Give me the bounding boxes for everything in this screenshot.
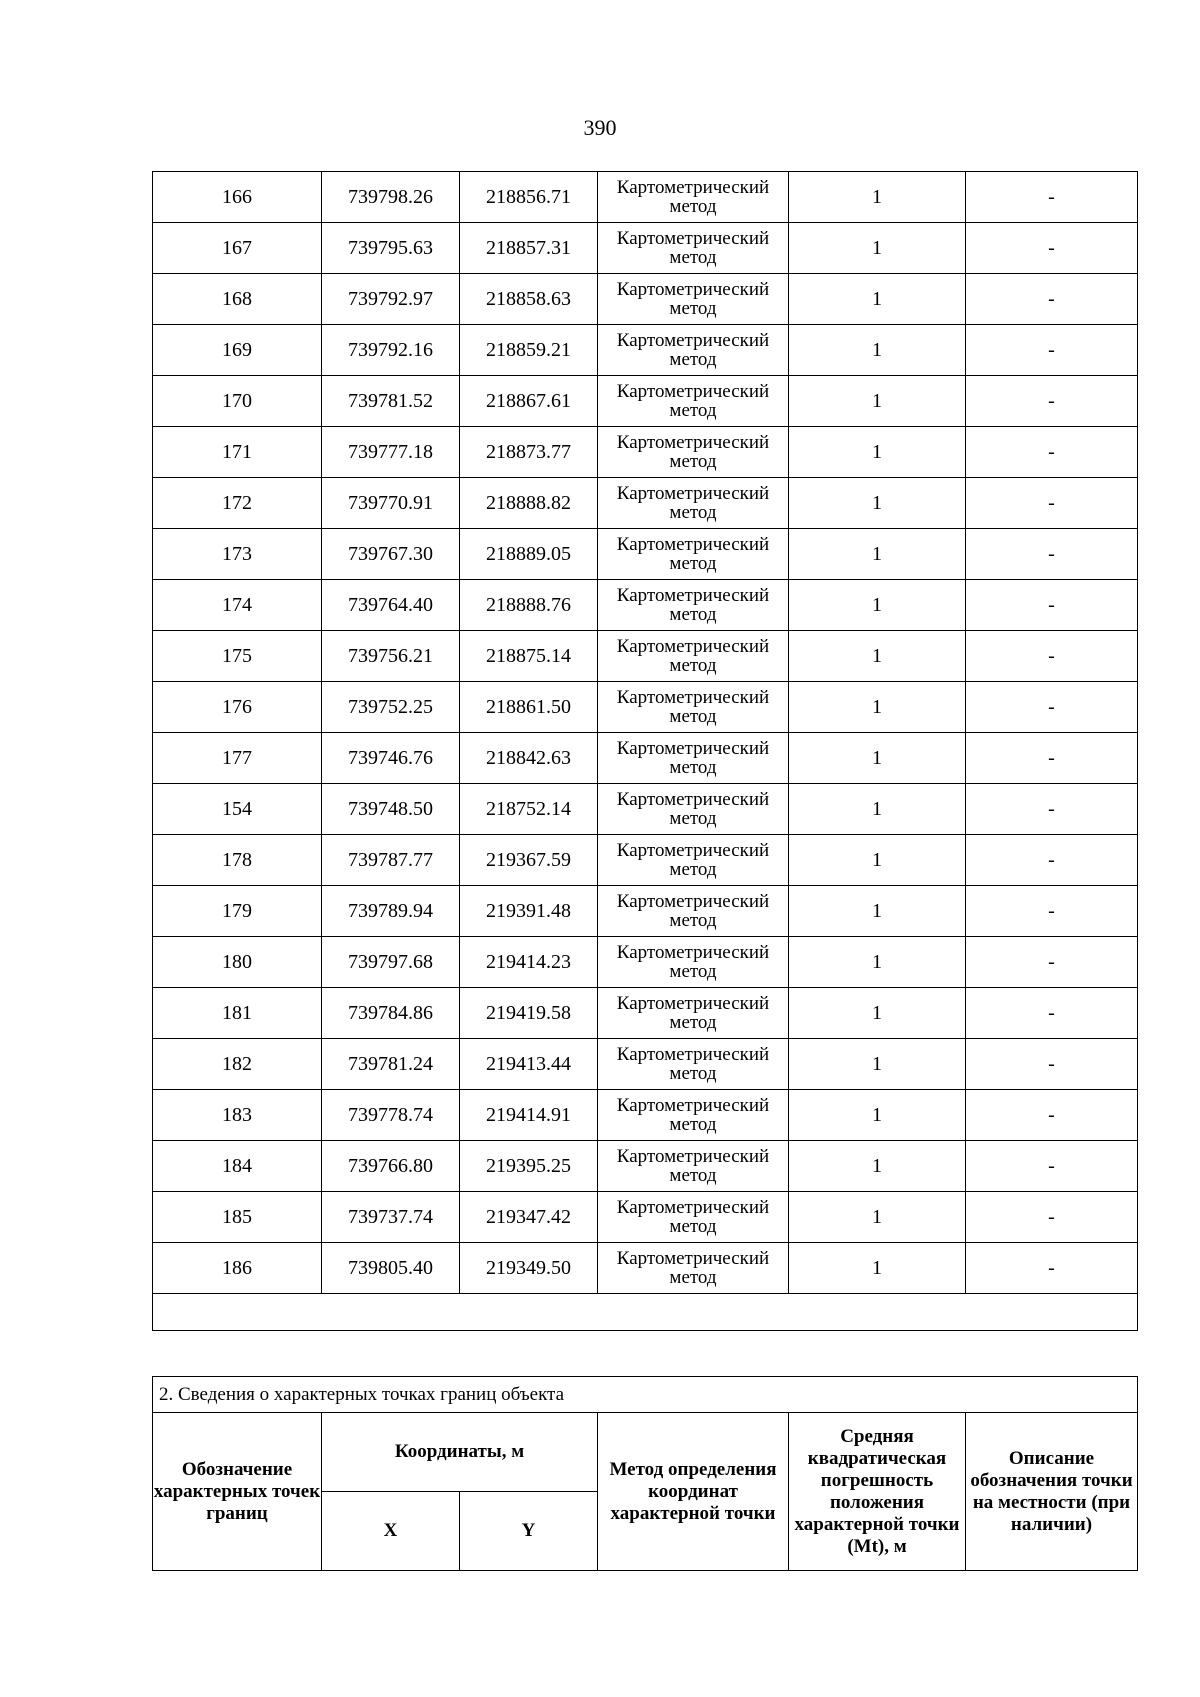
x-coordinate-cell: 739787.77 <box>322 835 460 886</box>
description-cell: - <box>966 886 1138 937</box>
point-cell: 182 <box>153 1039 322 1090</box>
method-cell: Картометрический метод <box>598 1192 789 1243</box>
y-coordinate-cell: 219391.48 <box>460 886 598 937</box>
mean-error-cell: 1 <box>789 631 966 682</box>
point-cell: 172 <box>153 478 322 529</box>
description-cell: - <box>966 478 1138 529</box>
method-cell: Картометрический метод <box>598 886 789 937</box>
table-row <box>153 1141 1138 1192</box>
y-coordinate-cell: 218858.63 <box>460 274 598 325</box>
mean-error-cell: 1 <box>789 937 966 988</box>
table-row <box>153 580 1138 631</box>
table-row <box>153 325 1138 376</box>
description-cell: - <box>966 682 1138 733</box>
mean-error-cell: 1 <box>789 1039 966 1090</box>
x-coordinate-cell: 739781.52 <box>322 376 460 427</box>
mean-error-cell: 1 <box>789 580 966 631</box>
point-cell: 166 <box>153 172 322 223</box>
description-cell: - <box>966 274 1138 325</box>
description-cell: - <box>966 1243 1138 1294</box>
description-cell: - <box>966 1090 1138 1141</box>
point-cell: 181 <box>153 988 322 1039</box>
y-coordinate-cell: 218857.31 <box>460 223 598 274</box>
mean-error-cell: 1 <box>789 682 966 733</box>
y-coordinate-cell: 218873.77 <box>460 427 598 478</box>
y-coordinate-cell: 219395.25 <box>460 1141 598 1192</box>
method-cell: Картометрический метод <box>598 325 789 376</box>
method-cell: Картометрический метод <box>598 631 789 682</box>
x-coordinate-cell: 739795.63 <box>322 223 460 274</box>
x-coordinate-cell: 739792.97 <box>322 274 460 325</box>
x-coordinate-cell: 739781.24 <box>322 1039 460 1090</box>
method-cell: Картометрический метод <box>598 529 789 580</box>
description-cell: - <box>966 376 1138 427</box>
header-method: Метод определения координат характерной точки <box>598 1413 789 1571</box>
y-coordinate-cell: 218889.05 <box>460 529 598 580</box>
x-coordinate-cell: 739746.76 <box>322 733 460 784</box>
method-cell: Картометрический метод <box>598 427 789 478</box>
y-coordinate-cell: 219347.42 <box>460 1192 598 1243</box>
mean-error-cell: 1 <box>789 1192 966 1243</box>
description-cell: - <box>966 529 1138 580</box>
method-cell: Картометрический метод <box>598 1090 789 1141</box>
method-cell: Картометрический метод <box>598 937 789 988</box>
y-coordinate-cell: 219414.23 <box>460 937 598 988</box>
table-row <box>153 937 1138 988</box>
mean-error-cell: 1 <box>789 1141 966 1192</box>
x-coordinate-cell: 739752.25 <box>322 682 460 733</box>
x-coordinate-cell: 739737.74 <box>322 1192 460 1243</box>
point-cell: 183 <box>153 1090 322 1141</box>
x-coordinate-cell: 739766.80 <box>322 1141 460 1192</box>
method-cell: Картометрический метод <box>598 784 789 835</box>
point-cell: 171 <box>153 427 322 478</box>
method-cell: Картометрический метод <box>598 376 789 427</box>
description-cell: - <box>966 988 1138 1039</box>
page-number: 390 <box>583 115 617 140</box>
point-cell: 168 <box>153 274 322 325</box>
table-row <box>153 835 1138 886</box>
table-row <box>153 631 1138 682</box>
point-cell: 177 <box>153 733 322 784</box>
method-cell: Картометрический метод <box>598 478 789 529</box>
table-row <box>153 733 1138 784</box>
method-cell: Картометрический метод <box>598 223 789 274</box>
method-cell: Картометрический метод <box>598 682 789 733</box>
mean-error-cell: 1 <box>789 427 966 478</box>
method-cell: Картометрический метод <box>598 172 789 223</box>
header-x: X <box>322 1492 460 1571</box>
mean-error-cell: 1 <box>789 529 966 580</box>
section2-table <box>152 1376 1138 1571</box>
point-cell: 184 <box>153 1141 322 1192</box>
description-cell: - <box>966 325 1138 376</box>
y-coordinate-cell: 219419.58 <box>460 988 598 1039</box>
y-coordinate-cell: 219414.91 <box>460 1090 598 1141</box>
method-cell: Картометрический метод <box>598 1141 789 1192</box>
x-coordinate-cell: 739798.26 <box>322 172 460 223</box>
mean-error-cell: 1 <box>789 733 966 784</box>
header-coordinates: Координаты, м <box>322 1413 598 1492</box>
description-cell: - <box>966 733 1138 784</box>
table-row <box>153 376 1138 427</box>
point-cell: 178 <box>153 835 322 886</box>
description-cell: - <box>966 172 1138 223</box>
description-cell: - <box>966 223 1138 274</box>
y-coordinate-cell: 219349.50 <box>460 1243 598 1294</box>
mean-error-cell: 1 <box>789 223 966 274</box>
empty-row <box>153 1294 1138 1331</box>
table-row <box>153 223 1138 274</box>
mean-error-cell: 1 <box>789 325 966 376</box>
table-row <box>153 1192 1138 1243</box>
mean-error-cell: 1 <box>789 784 966 835</box>
mean-error-cell: 1 <box>789 172 966 223</box>
y-coordinate-cell: 218842.63 <box>460 733 598 784</box>
method-cell: Картометрический метод <box>598 1243 789 1294</box>
y-coordinate-cell: 218859.21 <box>460 325 598 376</box>
mean-error-cell: 1 <box>789 1090 966 1141</box>
x-coordinate-cell: 739778.74 <box>322 1090 460 1141</box>
table-row <box>153 682 1138 733</box>
description-cell: - <box>966 580 1138 631</box>
x-coordinate-cell: 739770.91 <box>322 478 460 529</box>
y-coordinate-cell: 218861.50 <box>460 682 598 733</box>
y-coordinate-cell: 218875.14 <box>460 631 598 682</box>
x-coordinate-cell: 739748.50 <box>322 784 460 835</box>
coordinates-table <box>152 171 1138 1331</box>
table-row <box>153 1039 1138 1090</box>
mean-error-cell: 1 <box>789 376 966 427</box>
table-row <box>153 988 1138 1039</box>
table-row <box>153 172 1138 223</box>
x-coordinate-cell: 739792.16 <box>322 325 460 376</box>
y-coordinate-cell: 218867.61 <box>460 376 598 427</box>
method-cell: Картометрический метод <box>598 1039 789 1090</box>
table-row <box>153 1243 1138 1294</box>
description-cell: - <box>966 1192 1138 1243</box>
x-coordinate-cell: 739767.30 <box>322 529 460 580</box>
y-coordinate-cell: 218856.71 <box>460 172 598 223</box>
table-row <box>153 886 1138 937</box>
x-coordinate-cell: 739756.21 <box>322 631 460 682</box>
point-cell: 175 <box>153 631 322 682</box>
point-cell: 167 <box>153 223 322 274</box>
mean-error-cell: 1 <box>789 478 966 529</box>
section2-title: 2. Сведения о характерных точках границ объекта <box>153 1377 1138 1413</box>
mean-error-cell: 1 <box>789 988 966 1039</box>
method-cell: Картометрический метод <box>598 274 789 325</box>
table-row <box>153 784 1138 835</box>
mean-error-cell: 1 <box>789 886 966 937</box>
header-y: Y <box>460 1492 598 1571</box>
method-cell: Картометрический метод <box>598 988 789 1039</box>
y-coordinate-cell: 218752.14 <box>460 784 598 835</box>
description-cell: - <box>966 631 1138 682</box>
x-coordinate-cell: 739797.68 <box>322 937 460 988</box>
mean-error-cell: 1 <box>789 274 966 325</box>
header-point-designation: Обозначение характерных точек границ <box>153 1413 322 1571</box>
header-mean-error: Средняя квадратическая погрешность положения характерной точки (Mt), м <box>789 1413 966 1571</box>
table-row <box>153 1090 1138 1141</box>
point-cell: 176 <box>153 682 322 733</box>
method-cell: Картометрический метод <box>598 580 789 631</box>
table-row <box>153 478 1138 529</box>
method-cell: Картометрический метод <box>598 733 789 784</box>
description-cell: - <box>966 427 1138 478</box>
y-coordinate-cell: 219367.59 <box>460 835 598 886</box>
y-coordinate-cell: 219413.44 <box>460 1039 598 1090</box>
point-cell: 154 <box>153 784 322 835</box>
method-cell: Картометрический метод <box>598 835 789 886</box>
point-cell: 174 <box>153 580 322 631</box>
description-cell: - <box>966 937 1138 988</box>
point-cell: 180 <box>153 937 322 988</box>
coordinates-table-body <box>153 172 1138 1331</box>
point-cell: 186 <box>153 1243 322 1294</box>
point-cell: 170 <box>153 376 322 427</box>
description-cell: - <box>966 784 1138 835</box>
table-row <box>153 427 1138 478</box>
header-description: Описание обозначения точки на местности (при наличии) <box>966 1413 1138 1571</box>
point-cell: 179 <box>153 886 322 937</box>
x-coordinate-cell: 739777.18 <box>322 427 460 478</box>
description-cell: - <box>966 835 1138 886</box>
point-cell: 169 <box>153 325 322 376</box>
x-coordinate-cell: 739764.40 <box>322 580 460 631</box>
x-coordinate-cell: 739784.86 <box>322 988 460 1039</box>
table-row <box>153 274 1138 325</box>
description-cell: - <box>966 1141 1138 1192</box>
y-coordinate-cell: 218888.82 <box>460 478 598 529</box>
mean-error-cell: 1 <box>789 835 966 886</box>
mean-error-cell: 1 <box>789 1243 966 1294</box>
table-row <box>153 529 1138 580</box>
point-cell: 173 <box>153 529 322 580</box>
y-coordinate-cell: 218888.76 <box>460 580 598 631</box>
x-coordinate-cell: 739789.94 <box>322 886 460 937</box>
point-cell: 185 <box>153 1192 322 1243</box>
x-coordinate-cell: 739805.40 <box>322 1243 460 1294</box>
description-cell: - <box>966 1039 1138 1090</box>
empty-cell <box>153 1294 1138 1331</box>
